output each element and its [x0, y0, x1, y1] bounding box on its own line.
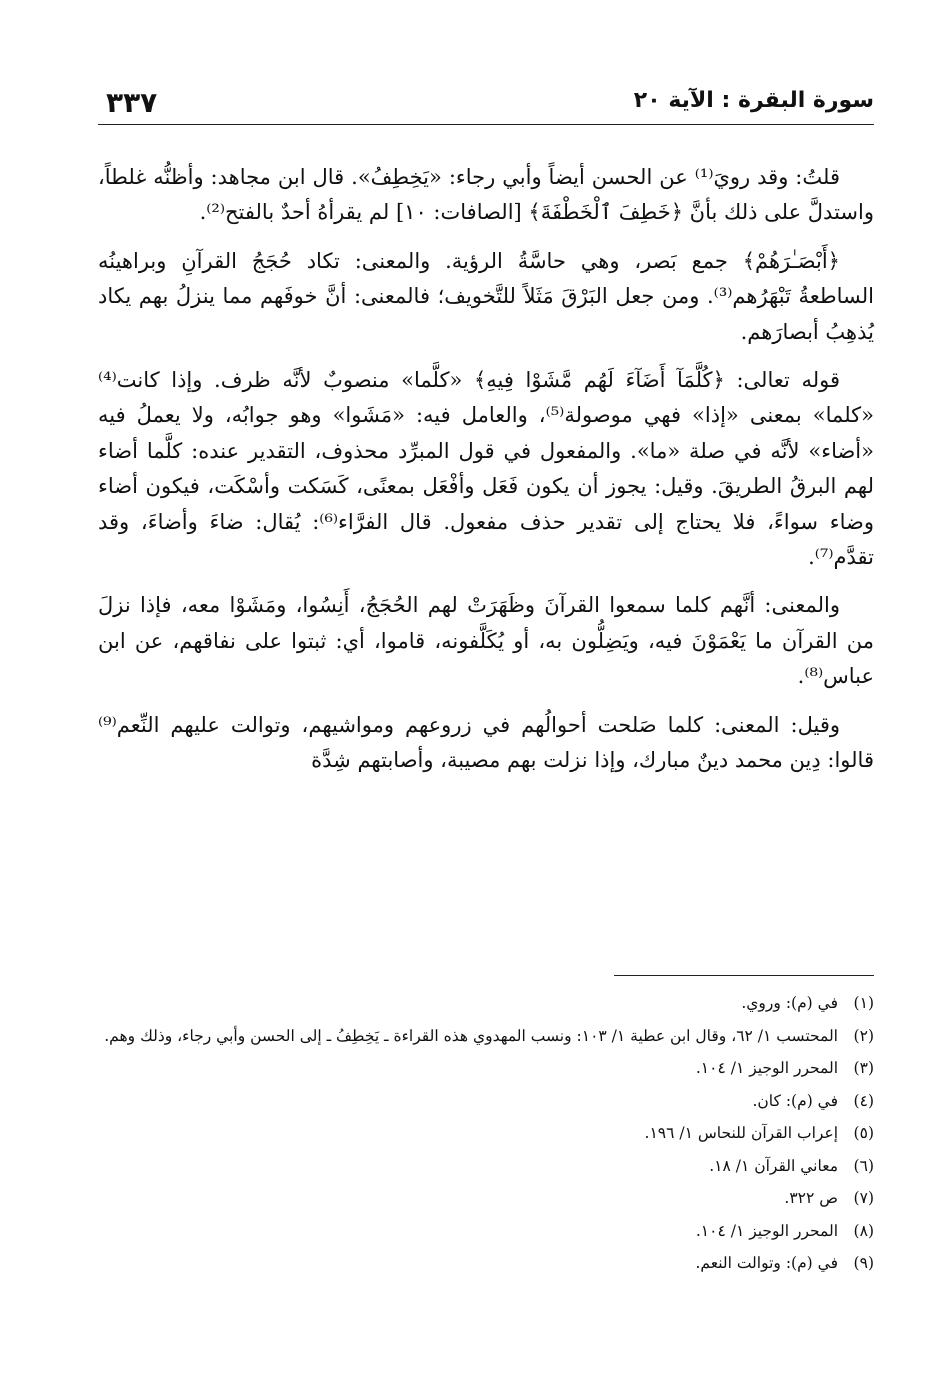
footnote-text: في (م): كان.	[752, 1091, 838, 1110]
footnote-number: (٧)	[853, 1189, 874, 1207]
footnote-number: (٨)	[853, 1221, 874, 1240]
footnote-text: المحرر الوجيز ١/ ١٠٤.	[695, 1059, 838, 1077]
paragraph: وقيل: المعنى: كلما صَلحت أحوالُهم في زروعهم ومواشيهم، وتوالت عليهم النِّعم⁽⁹⁾ قالوا: دِين محمد دينٌ مبارك، وإذا نزلت بهم مصيبة، وأصابتهم شِدَّة	[98, 712, 874, 773]
footnote	[98, 1120, 874, 1146]
footnote	[98, 1153, 874, 1179]
footnote-text: المحرر الوجيز ١/ ١٠٤.	[695, 1221, 838, 1240]
paragraph: والمعنى: أنَّهم كلما سمعوا القرآنَ وظَهَرَتْ لهم الحُجَجُ، أَنِسُوا، ومَشَوْا معه، فإذا نزلَ من القرآن ما يَعْمَوْنَ فيه، ويَضِلُّون به، أو يُكَلَّفونه، قاموا، أي: ثبتوا على نفاقهم، عن ابن عباس⁽⁸⁾.	[98, 593, 874, 689]
paragraph: ﴿أَبْصَـٰرَهُمْ﴾ جمع بَصر، وهي حاسَّةُ الرؤية. والمعنى: تكاد حُجَجُ القرآنِ وبراهينُه الساطعةُ تَبْهَرُهم⁽³⁾. ومن جعل البَرْقَ مَثَلاً للتَّخويف؛ فالمعنى: أنَّ خوفَهم مما ينزلُ بهم يكاد يُذهِبُ أبصارَهم.	[98, 248, 874, 344]
footnote-text: معاني القرآن ١/ ١٨.	[709, 1156, 838, 1175]
page-number: ٣٣٧	[106, 86, 158, 119]
footnote-number: (٤)	[853, 1091, 874, 1110]
footnote-text: إعراب القرآن للنحاس ١/ ١٩٦.	[644, 1124, 838, 1142]
footnote	[98, 1250, 874, 1276]
footnote-text: في (م): وتوالت النعم.	[695, 1254, 838, 1272]
footnote-text: ص ٣٢٢.	[784, 1189, 838, 1207]
footnote	[98, 1185, 874, 1211]
footnote-number: (٩)	[853, 1254, 874, 1272]
footnote	[98, 990, 874, 1016]
footnote	[98, 1023, 874, 1049]
footnote-number: (٦)	[853, 1156, 874, 1175]
footnote	[98, 1218, 874, 1244]
footnote-number: (٣)	[853, 1059, 874, 1077]
footnote-number: (٥)	[853, 1124, 874, 1142]
footnote	[98, 1055, 874, 1081]
footnote-text: في (م): وروي.	[741, 994, 838, 1012]
running-title: سورة البقرة : الآية ٢٠	[633, 88, 874, 113]
paragraph: قلتُ: وقد رويَ⁽¹⁾ عن الحسن أيضاً وأبي رجاء: «يَخِطِفُ». قال ابن مجاهد: وأظنُّه غلطاً، واستدلَّ على ذلك بأنَّ ﴿خَطِفَ ٱلْخَطْفَةَ﴾ [الصافات: ١٠] لم يقرأهُ أحدٌ بالفتح⁽²⁾.	[98, 165, 874, 225]
footnote-text: المحتسب ١/ ٦٢، وقال ابن عطية ١/ ١٠٣: ونسب المهدوي هذه القراءة ـ يَخِطِفُ ـ إلى الحسن وأبي رجاء، وذلك وهم.	[104, 1026, 838, 1045]
footnote-number: (١)	[853, 994, 874, 1012]
main-text	[98, 160, 874, 792]
footnotes	[98, 990, 874, 1283]
footnote	[98, 1088, 874, 1114]
footnote-separator	[614, 975, 874, 976]
page-header	[98, 88, 874, 125]
footnote-number: (٢)	[853, 1026, 874, 1045]
paragraph: قوله تعالى: ﴿كُلَّمَآ أَضَآءَ لَهُم مَّشَوْا فِيهِ﴾ «كلَّما» منصوبٌ لأنَّه ظرف. وإذا كانت⁽⁴⁾ «كلما» بمعنى «إذا» فهي موصولة⁽⁵⁾، والعامل فيه: «مَشَوا» وهو جوابُه، ولا يعملُ فيه «أضاء» لأنَّه في صلة «ما». والمفعول في قول المبرِّد محذوف، التقدير عنده: كلَّما أضاء لهم البرقُ الطريقَ. وقيل: يجوز أن يكون فَعَل وأفْعَل بمعنًى، كَسَكت وأسْكَت، فيكون أضاء وضاء سواءً، فلا يحتاج إلى تقدير حذف مفعول. قال الفرَّاء⁽⁶⁾: يُقال: ضاءَ وأضاءَ، وقد تقدَّم⁽⁷⁾.	[98, 368, 874, 570]
